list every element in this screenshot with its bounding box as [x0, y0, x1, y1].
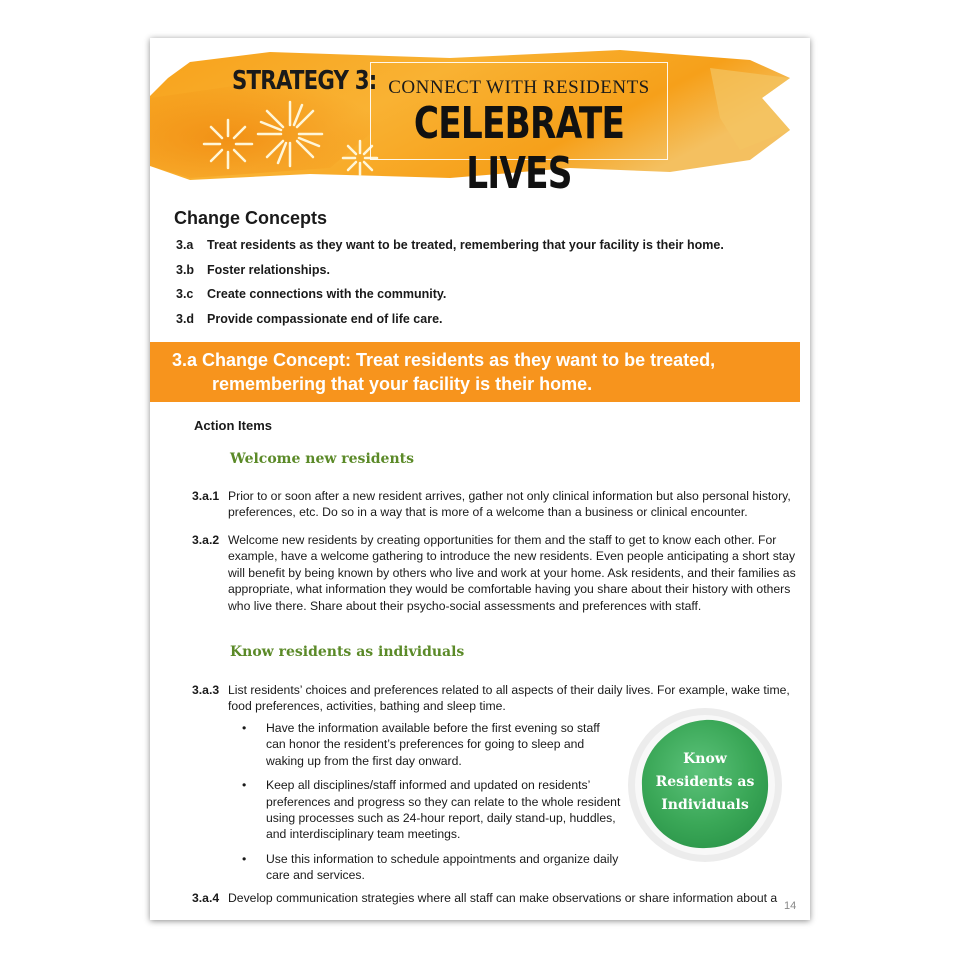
- subheading-know: Know residents as individuals: [230, 644, 465, 660]
- badge-line: Residents as: [655, 774, 755, 790]
- banner-title-box: [370, 62, 668, 199]
- list-item: [176, 287, 724, 312]
- list-item: [242, 777, 622, 843]
- bullet-text: Keep all disciplines/staff informed and updated on residents’ preferences and progress so they can relate to the whole resident using processes such as 24-hour report, daily stand-up, huddles, and interdisciplinary team meetings.: [266, 778, 621, 842]
- list-item: [176, 312, 724, 337]
- action-item-number: 3.a.3: [192, 683, 220, 697]
- badge-line: Know: [683, 751, 727, 767]
- banner-subtitle: CONNECT WITH RESIDENTS: [388, 77, 650, 98]
- list-item: [176, 263, 724, 288]
- section-title-line2: remembering that your facility is their home.: [212, 374, 593, 394]
- action-item-paragraph: [192, 488, 802, 521]
- badge-label: [626, 748, 784, 817]
- bullet-icon: •: [242, 778, 247, 793]
- list-item-text: Provide compassionate end of life care.: [207, 311, 443, 326]
- section-header-bar: [150, 342, 800, 402]
- action-item-paragraph: [192, 890, 802, 906]
- list-item-text: Create connections with the community.: [207, 287, 447, 301]
- action-item-text: Develop communication strategies where all staff can make observations or share information about a: [228, 891, 778, 905]
- badge-line: Individuals: [661, 797, 749, 813]
- list-item-number: 3.c: [176, 287, 194, 301]
- know-residents-badge: [626, 706, 784, 864]
- list-item-text: Treat residents as they want to be treated, remembering that your facility is their home.: [207, 238, 724, 252]
- action-item-text: Welcome new residents by creating opportunities for them and the staff to get to know each other. For example, have a welcome gathering to introduce the new residents. Even people anticipating a short stay will benefit by being known by others who live and work at your home. Ask residents, and their families as appropriate, what information they would be comfortable having you share about their history with others who live there. Share about their psycho-social assessments and preferences with staff.: [228, 533, 796, 613]
- change-concepts-heading: Change Concepts: [174, 208, 328, 228]
- section-title-line1: 3.a Change Concept: Treat residents as they want to be treated,: [172, 350, 716, 370]
- bullet-icon: •: [242, 851, 247, 866]
- action-item-number: 3.a.4: [192, 891, 220, 905]
- bullet-icon: •: [242, 721, 247, 735]
- action-item-text: List residents’ choices and preferences related to all aspects of their daily lives. For example, wake time, food preferences, activities, bathing and sleep time.: [228, 683, 790, 714]
- bullet-text: Use this information to schedule appointments and organize daily care and services.: [266, 851, 619, 883]
- bullet-text: Have the information available before the first evening so staff can honor the resident’s preferences for going to sleep and waking up from the first day onward.: [266, 721, 600, 768]
- list-item: [242, 851, 622, 884]
- banner-title: CELEBRATE LIVES: [413, 98, 625, 199]
- strategy-banner: [150, 38, 810, 198]
- list-item-number: 3.a: [176, 238, 194, 252]
- action-item-number: 3.a.1: [192, 489, 220, 503]
- action-item-paragraph: [192, 532, 802, 614]
- list-item: [242, 720, 622, 769]
- bullet-list: [242, 720, 622, 892]
- subheading-welcome: Welcome new residents: [230, 451, 414, 467]
- page-number: 14: [784, 900, 797, 912]
- action-items-heading: Action Items: [194, 418, 273, 433]
- list-item-number: 3.b: [176, 262, 195, 277]
- strategy-label: STRATEGY 3:: [232, 66, 377, 96]
- list-item-text: Foster relationships.: [207, 262, 330, 277]
- change-concepts-list: [176, 238, 724, 336]
- document-page: [150, 38, 810, 920]
- list-item: [176, 238, 724, 263]
- action-item-number: 3.a.2: [192, 533, 220, 547]
- action-item-text: Prior to or soon after a new resident arrives, gather not only clinical information but also personal history, preferences, etc. Do so in a way that is more of a welcome than a business or clinical encounter.: [228, 489, 791, 520]
- list-item-number: 3.d: [176, 311, 195, 326]
